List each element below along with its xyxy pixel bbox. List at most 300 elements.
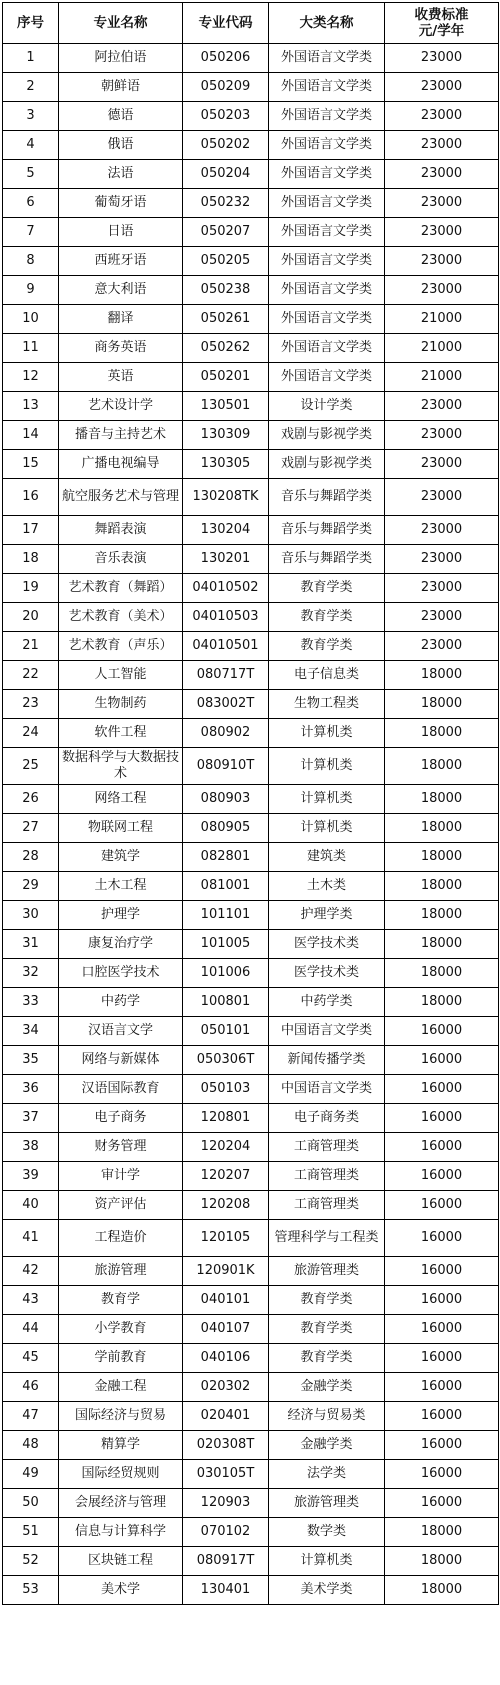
- table-row: [3, 988, 499, 1017]
- cell-major-name: 护理学: [59, 901, 183, 930]
- table-row: [3, 1046, 499, 1075]
- cell-fee: 18000: [385, 930, 499, 959]
- cell-fee: 16000: [385, 1460, 499, 1489]
- cell-major-code: 130401: [183, 1576, 269, 1605]
- cell-category: 外国语言文学类: [269, 102, 385, 131]
- cell-index: 1: [3, 44, 59, 73]
- cell-major-name: 教育学: [59, 1286, 183, 1315]
- table-row: [3, 661, 499, 690]
- table-row: [3, 814, 499, 843]
- cell-major-code: 050261: [183, 305, 269, 334]
- cell-major-name: 西班牙语: [59, 247, 183, 276]
- cell-major-name: 数据科学与大数据技术: [59, 748, 183, 785]
- cell-index: 21: [3, 632, 59, 661]
- cell-major-name: 会展经济与管理: [59, 1489, 183, 1518]
- cell-index: 24: [3, 719, 59, 748]
- table-row: [3, 1460, 499, 1489]
- cell-index: 13: [3, 392, 59, 421]
- cell-major-name: 商务英语: [59, 334, 183, 363]
- cell-index: 33: [3, 988, 59, 1017]
- cell-fee: 23000: [385, 545, 499, 574]
- cell-fee: 23000: [385, 516, 499, 545]
- table-row: [3, 545, 499, 574]
- cell-major-name: 网络工程: [59, 785, 183, 814]
- header-fee-line2: 元/学年: [418, 23, 465, 39]
- cell-major-code: 050203: [183, 102, 269, 131]
- cell-category: 医学技术类: [269, 959, 385, 988]
- cell-fee: 16000: [385, 1220, 499, 1257]
- cell-category: 外国语言文学类: [269, 189, 385, 218]
- cell-index: 12: [3, 363, 59, 392]
- cell-major-code: 050306T: [183, 1046, 269, 1075]
- header-fee: [385, 3, 499, 44]
- cell-major-name: 电子商务: [59, 1104, 183, 1133]
- cell-category: 外国语言文学类: [269, 276, 385, 305]
- cell-major-code: 082801: [183, 843, 269, 872]
- cell-major-code: 050204: [183, 160, 269, 189]
- cell-fee: 18000: [385, 959, 499, 988]
- cell-category: 中国语言文学类: [269, 1075, 385, 1104]
- cell-major-name: 汉语言文学: [59, 1017, 183, 1046]
- cell-major-code: 050201: [183, 363, 269, 392]
- cell-category: 教育学类: [269, 632, 385, 661]
- cell-category: 外国语言文学类: [269, 160, 385, 189]
- cell-index: 26: [3, 785, 59, 814]
- table-row: [3, 872, 499, 901]
- cell-category: 土木类: [269, 872, 385, 901]
- cell-major-code: 100801: [183, 988, 269, 1017]
- cell-major-code: 130201: [183, 545, 269, 574]
- cell-major-name: 国际经贸规则: [59, 1460, 183, 1489]
- cell-major-code: 020401: [183, 1402, 269, 1431]
- cell-category: 外国语言文学类: [269, 131, 385, 160]
- cell-category: 工商管理类: [269, 1191, 385, 1220]
- cell-fee: 23000: [385, 247, 499, 276]
- cell-category: 教育学类: [269, 1344, 385, 1373]
- cell-major-code: 130204: [183, 516, 269, 545]
- cell-major-code: 04010503: [183, 603, 269, 632]
- cell-index: 7: [3, 218, 59, 247]
- table-row: [3, 1402, 499, 1431]
- cell-major-code: 050238: [183, 276, 269, 305]
- fee-table-container: [2, 2, 498, 1605]
- cell-fee: 23000: [385, 160, 499, 189]
- cell-index: 5: [3, 160, 59, 189]
- cell-index: 35: [3, 1046, 59, 1075]
- table-row: [3, 690, 499, 719]
- cell-major-name: 朝鲜语: [59, 73, 183, 102]
- cell-major-code: 120903: [183, 1489, 269, 1518]
- cell-index: 23: [3, 690, 59, 719]
- cell-major-code: 040101: [183, 1286, 269, 1315]
- cell-category: 外国语言文学类: [269, 247, 385, 276]
- cell-index: 20: [3, 603, 59, 632]
- cell-index: 17: [3, 516, 59, 545]
- cell-category: 计算机类: [269, 1547, 385, 1576]
- table-row: [3, 1489, 499, 1518]
- cell-major-name: 英语: [59, 363, 183, 392]
- cell-category: 金融学类: [269, 1431, 385, 1460]
- cell-major-code: 080917T: [183, 1547, 269, 1576]
- cell-index: 41: [3, 1220, 59, 1257]
- cell-index: 11: [3, 334, 59, 363]
- cell-major-code: 101005: [183, 930, 269, 959]
- cell-major-code: 120105: [183, 1220, 269, 1257]
- cell-category: 音乐与舞蹈学类: [269, 479, 385, 516]
- cell-fee: 23000: [385, 131, 499, 160]
- table-row: [3, 1344, 499, 1373]
- cell-index: 50: [3, 1489, 59, 1518]
- cell-fee: 23000: [385, 392, 499, 421]
- cell-fee: 18000: [385, 719, 499, 748]
- cell-index: 42: [3, 1257, 59, 1286]
- cell-category: 电子商务类: [269, 1104, 385, 1133]
- cell-major-name: 艺术教育（美术）: [59, 603, 183, 632]
- cell-fee: 18000: [385, 661, 499, 690]
- cell-major-code: 020308T: [183, 1431, 269, 1460]
- cell-fee: 23000: [385, 479, 499, 516]
- table-row: [3, 1191, 499, 1220]
- header-major-code: 专业代码: [183, 3, 269, 44]
- table-row: [3, 1547, 499, 1576]
- table-row: [3, 1162, 499, 1191]
- cell-major-name: 资产评估: [59, 1191, 183, 1220]
- table-row: [3, 73, 499, 102]
- header-index: 序号: [3, 3, 59, 44]
- cell-major-name: 区块链工程: [59, 1547, 183, 1576]
- cell-major-name: 阿拉伯语: [59, 44, 183, 73]
- cell-category: 戏剧与影视学类: [269, 421, 385, 450]
- cell-major-code: 130208TK: [183, 479, 269, 516]
- cell-major-name: 俄语: [59, 131, 183, 160]
- table-row: [3, 392, 499, 421]
- cell-major-name: 播音与主持艺术: [59, 421, 183, 450]
- cell-major-code: 050232: [183, 189, 269, 218]
- cell-fee: 18000: [385, 843, 499, 872]
- cell-major-code: 080905: [183, 814, 269, 843]
- cell-category: 生物工程类: [269, 690, 385, 719]
- cell-index: 25: [3, 748, 59, 785]
- cell-category: 计算机类: [269, 748, 385, 785]
- table-row: [3, 276, 499, 305]
- cell-fee: 16000: [385, 1191, 499, 1220]
- cell-index: 49: [3, 1460, 59, 1489]
- header-fee-line1: 收费标准: [414, 7, 469, 23]
- cell-index: 6: [3, 189, 59, 218]
- cell-fee: 16000: [385, 1162, 499, 1191]
- cell-category: 外国语言文学类: [269, 218, 385, 247]
- table-row: [3, 1518, 499, 1547]
- cell-major-name: 信息与计算科学: [59, 1518, 183, 1547]
- cell-fee: 18000: [385, 748, 499, 785]
- cell-major-code: 050103: [183, 1075, 269, 1104]
- cell-major-name: 翻译: [59, 305, 183, 334]
- cell-major-code: 040107: [183, 1315, 269, 1344]
- cell-fee: 18000: [385, 901, 499, 930]
- cell-major-code: 081001: [183, 872, 269, 901]
- cell-major-name: 艺术教育（舞蹈）: [59, 574, 183, 603]
- cell-index: 22: [3, 661, 59, 690]
- cell-major-name: 意大利语: [59, 276, 183, 305]
- cell-category: 计算机类: [269, 785, 385, 814]
- cell-index: 51: [3, 1518, 59, 1547]
- cell-category: 计算机类: [269, 814, 385, 843]
- cell-category: 中药学类: [269, 988, 385, 1017]
- cell-category: 教育学类: [269, 1286, 385, 1315]
- cell-index: 19: [3, 574, 59, 603]
- cell-major-name: 口腔医学技术: [59, 959, 183, 988]
- cell-major-name: 土木工程: [59, 872, 183, 901]
- cell-index: 44: [3, 1315, 59, 1344]
- cell-major-code: 050209: [183, 73, 269, 102]
- cell-category: 中国语言文学类: [269, 1017, 385, 1046]
- cell-major-code: 050101: [183, 1017, 269, 1046]
- table-row: [3, 843, 499, 872]
- table-row: [3, 1257, 499, 1286]
- table-row: [3, 1286, 499, 1315]
- cell-major-code: 040106: [183, 1344, 269, 1373]
- cell-major-code: 120207: [183, 1162, 269, 1191]
- cell-index: 38: [3, 1133, 59, 1162]
- table-row: [3, 1373, 499, 1402]
- cell-index: 53: [3, 1576, 59, 1605]
- cell-major-name: 艺术教育（声乐）: [59, 632, 183, 661]
- cell-fee: 16000: [385, 1104, 499, 1133]
- table-row: [3, 1576, 499, 1605]
- table-row: [3, 450, 499, 479]
- cell-fee: 18000: [385, 1547, 499, 1576]
- cell-major-code: 020302: [183, 1373, 269, 1402]
- cell-index: 16: [3, 479, 59, 516]
- cell-index: 37: [3, 1104, 59, 1133]
- cell-major-name: 工程造价: [59, 1220, 183, 1257]
- cell-major-name: 小学教育: [59, 1315, 183, 1344]
- cell-index: 29: [3, 872, 59, 901]
- table-row: [3, 959, 499, 988]
- cell-index: 10: [3, 305, 59, 334]
- table-row: [3, 305, 499, 334]
- cell-category: 工商管理类: [269, 1162, 385, 1191]
- cell-major-code: 120801: [183, 1104, 269, 1133]
- cell-category: 护理学类: [269, 901, 385, 930]
- cell-major-code: 080903: [183, 785, 269, 814]
- cell-fee: 18000: [385, 1518, 499, 1547]
- cell-fee: 16000: [385, 1017, 499, 1046]
- cell-index: 32: [3, 959, 59, 988]
- table-row: [3, 1133, 499, 1162]
- table-row: [3, 218, 499, 247]
- cell-index: 2: [3, 73, 59, 102]
- cell-category: 旅游管理类: [269, 1489, 385, 1518]
- cell-major-code: 083002T: [183, 690, 269, 719]
- cell-major-code: 050202: [183, 131, 269, 160]
- cell-category: 旅游管理类: [269, 1257, 385, 1286]
- cell-major-name: 生物制药: [59, 690, 183, 719]
- cell-major-code: 130305: [183, 450, 269, 479]
- table-row: [3, 574, 499, 603]
- cell-fee: 16000: [385, 1046, 499, 1075]
- cell-fee: 21000: [385, 334, 499, 363]
- cell-major-name: 中药学: [59, 988, 183, 1017]
- cell-major-name: 财务管理: [59, 1133, 183, 1162]
- cell-fee: 16000: [385, 1315, 499, 1344]
- cell-major-name: 航空服务艺术与管理: [59, 479, 183, 516]
- cell-fee: 16000: [385, 1489, 499, 1518]
- cell-major-code: 101101: [183, 901, 269, 930]
- table-row: [3, 901, 499, 930]
- cell-category: 计算机类: [269, 719, 385, 748]
- cell-category: 医学技术类: [269, 930, 385, 959]
- cell-major-code: 101006: [183, 959, 269, 988]
- table-row: [3, 1315, 499, 1344]
- table-row: [3, 930, 499, 959]
- table-row: [3, 160, 499, 189]
- cell-index: 30: [3, 901, 59, 930]
- cell-major-name: 康复治疗学: [59, 930, 183, 959]
- cell-fee: 16000: [385, 1257, 499, 1286]
- cell-major-name: 艺术设计学: [59, 392, 183, 421]
- table-row: [3, 1075, 499, 1104]
- table-body: [3, 44, 499, 1605]
- cell-category: 管理科学与工程类: [269, 1220, 385, 1257]
- cell-index: 27: [3, 814, 59, 843]
- cell-major-code: 050206: [183, 44, 269, 73]
- cell-major-code: 04010502: [183, 574, 269, 603]
- cell-category: 工商管理类: [269, 1133, 385, 1162]
- table-row: [3, 363, 499, 392]
- cell-index: 48: [3, 1431, 59, 1460]
- table-row: [3, 334, 499, 363]
- fee-table: [2, 2, 499, 1605]
- cell-fee: 16000: [385, 1402, 499, 1431]
- cell-major-code: 130501: [183, 392, 269, 421]
- cell-category: 建筑类: [269, 843, 385, 872]
- cell-index: 40: [3, 1191, 59, 1220]
- cell-fee: 21000: [385, 305, 499, 334]
- cell-index: 36: [3, 1075, 59, 1104]
- cell-category: 外国语言文学类: [269, 44, 385, 73]
- table-header-row: [3, 3, 499, 44]
- cell-index: 4: [3, 131, 59, 160]
- cell-fee: 23000: [385, 603, 499, 632]
- cell-index: 9: [3, 276, 59, 305]
- cell-category: 教育学类: [269, 574, 385, 603]
- table-row: [3, 131, 499, 160]
- cell-major-name: 网络与新媒体: [59, 1046, 183, 1075]
- cell-fee: 16000: [385, 1286, 499, 1315]
- cell-major-code: 120208: [183, 1191, 269, 1220]
- cell-major-name: 金融工程: [59, 1373, 183, 1402]
- cell-fee: 23000: [385, 276, 499, 305]
- cell-major-code: 050207: [183, 218, 269, 247]
- cell-fee: 23000: [385, 44, 499, 73]
- cell-fee: 23000: [385, 189, 499, 218]
- cell-index: 39: [3, 1162, 59, 1191]
- cell-major-name: 旅游管理: [59, 1257, 183, 1286]
- cell-major-name: 法语: [59, 160, 183, 189]
- cell-major-name: 舞蹈表演: [59, 516, 183, 545]
- cell-category: 外国语言文学类: [269, 363, 385, 392]
- table-row: [3, 421, 499, 450]
- cell-fee: 23000: [385, 73, 499, 102]
- cell-major-code: 050262: [183, 334, 269, 363]
- cell-major-name: 美术学: [59, 1576, 183, 1605]
- cell-major-code: 120901K: [183, 1257, 269, 1286]
- cell-category: 经济与贸易类: [269, 1402, 385, 1431]
- table-row: [3, 1220, 499, 1257]
- cell-category: 教育学类: [269, 603, 385, 632]
- cell-major-name: 人工智能: [59, 661, 183, 690]
- cell-fee: 16000: [385, 1133, 499, 1162]
- cell-fee: 18000: [385, 814, 499, 843]
- table-row: [3, 102, 499, 131]
- cell-major-name: 葡萄牙语: [59, 189, 183, 218]
- table-row: [3, 632, 499, 661]
- cell-major-code: 080910T: [183, 748, 269, 785]
- cell-index: 18: [3, 545, 59, 574]
- cell-category: 外国语言文学类: [269, 73, 385, 102]
- cell-category: 音乐与舞蹈学类: [269, 545, 385, 574]
- cell-fee: 16000: [385, 1373, 499, 1402]
- cell-fee: 23000: [385, 421, 499, 450]
- table-row: [3, 516, 499, 545]
- cell-major-code: 04010501: [183, 632, 269, 661]
- cell-major-name: 精算学: [59, 1431, 183, 1460]
- cell-index: 31: [3, 930, 59, 959]
- cell-major-code: 120204: [183, 1133, 269, 1162]
- cell-index: 46: [3, 1373, 59, 1402]
- cell-index: 8: [3, 247, 59, 276]
- cell-fee: 23000: [385, 632, 499, 661]
- cell-major-code: 130309: [183, 421, 269, 450]
- cell-major-code: 070102: [183, 1518, 269, 1547]
- table-row: [3, 603, 499, 632]
- cell-category: 数学类: [269, 1518, 385, 1547]
- cell-fee: 18000: [385, 785, 499, 814]
- cell-category: 教育学类: [269, 1315, 385, 1344]
- cell-category: 音乐与舞蹈学类: [269, 516, 385, 545]
- cell-category: 新闻传播学类: [269, 1046, 385, 1075]
- cell-fee: 23000: [385, 574, 499, 603]
- cell-major-name: 软件工程: [59, 719, 183, 748]
- cell-major-name: 广播电视编导: [59, 450, 183, 479]
- cell-index: 43: [3, 1286, 59, 1315]
- cell-major-name: 音乐表演: [59, 545, 183, 574]
- cell-category: 金融学类: [269, 1373, 385, 1402]
- table-row: [3, 1431, 499, 1460]
- cell-fee: 21000: [385, 363, 499, 392]
- table-row: [3, 44, 499, 73]
- table-row: [3, 785, 499, 814]
- table-row: [3, 748, 499, 785]
- cell-category: 美术学类: [269, 1576, 385, 1605]
- cell-fee: 18000: [385, 690, 499, 719]
- table-row: [3, 1017, 499, 1046]
- cell-fee: 23000: [385, 102, 499, 131]
- cell-major-name: 日语: [59, 218, 183, 247]
- cell-major-name: 汉语国际教育: [59, 1075, 183, 1104]
- cell-fee: 18000: [385, 872, 499, 901]
- cell-fee: 18000: [385, 988, 499, 1017]
- cell-index: 34: [3, 1017, 59, 1046]
- cell-index: 52: [3, 1547, 59, 1576]
- cell-major-name: 物联网工程: [59, 814, 183, 843]
- cell-major-name: 建筑学: [59, 843, 183, 872]
- cell-major-name: 国际经济与贸易: [59, 1402, 183, 1431]
- cell-fee: 23000: [385, 450, 499, 479]
- cell-category: 电子信息类: [269, 661, 385, 690]
- cell-index: 45: [3, 1344, 59, 1373]
